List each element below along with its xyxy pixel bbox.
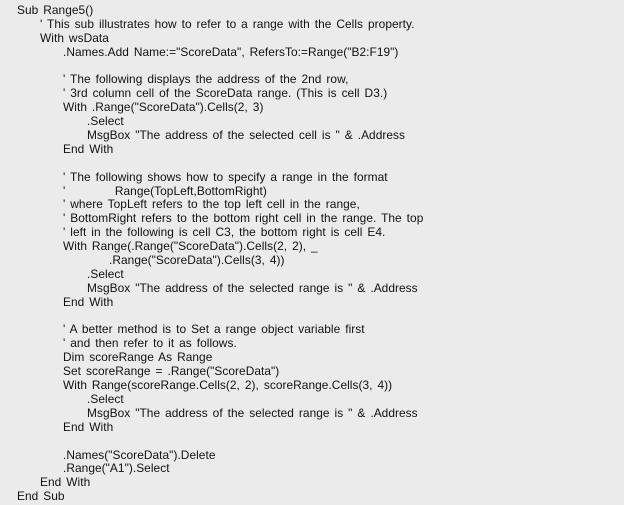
code-line: .Names.Add Name:="ScoreData", RefersTo:=Range("B2:F19") bbox=[63, 44, 399, 59]
code-comment-line: ' Range(TopLeft,BottomRight) bbox=[63, 183, 267, 198]
code-comment-line: ' The following displays the address of the 2nd row, bbox=[63, 72, 349, 87]
code-line: End With bbox=[63, 141, 114, 156]
code-comment-line: ' and then refer to it as follows. bbox=[63, 336, 237, 351]
code-comment-line: ' 3rd column cell of the ScoreData range. (This is cell D3.) bbox=[63, 86, 388, 101]
code-line: .Select bbox=[87, 266, 124, 281]
code-blank-line bbox=[0, 435, 624, 449]
code-line: With .Range("ScoreData").Cells(2, 3) bbox=[63, 100, 264, 115]
code-line: Dim scoreRange As Range bbox=[63, 350, 213, 365]
code-line: Set scoreRange = .Range("ScoreData") bbox=[63, 364, 280, 379]
code-line: .Select bbox=[87, 391, 124, 406]
code-line: With Range(scoreRange.Cells(2, 2), scoreRange.Cells(3, 4)) bbox=[63, 378, 393, 393]
code-comment-line: ' left in the following is cell C3, the bottom right is cell E4. bbox=[63, 225, 386, 240]
code-blank-line bbox=[0, 60, 624, 74]
code-line: .Names("ScoreData").Delete bbox=[63, 447, 216, 462]
code-comment-line: ' A better method is to Set a range object variable first bbox=[63, 322, 365, 337]
code-line: End Sub bbox=[17, 489, 65, 504]
code-line: MsgBox "The address of the selected range is " & .Address bbox=[87, 280, 418, 295]
code-line: MsgBox "The address of the selected range is " & .Address bbox=[87, 405, 418, 420]
code-line: .Range("A1").Select bbox=[63, 461, 170, 476]
code-line: With wsData bbox=[40, 30, 109, 45]
code-line: Sub Range5() bbox=[17, 3, 94, 17]
code-line: End With bbox=[63, 419, 114, 434]
code-comment-line: ' The following shows how to specify a range in the format bbox=[63, 169, 388, 184]
code-line: .Select bbox=[87, 114, 124, 129]
code-line: .Range("ScoreData").Cells(3, 4)) bbox=[109, 253, 285, 268]
code-blank-line bbox=[0, 157, 624, 171]
code-line: End With bbox=[40, 475, 91, 490]
code-line: With Range(.Range("ScoreData").Cells(2, 2), _ bbox=[63, 239, 318, 254]
code-line: MsgBox "The address of the selected cell is " & .Address bbox=[87, 128, 406, 143]
code-blank-line bbox=[0, 310, 624, 324]
code-line: End With bbox=[63, 294, 114, 309]
code-comment-line: ' where TopLeft refers to the top left cell in the range, bbox=[63, 197, 360, 212]
code-comment-line: ' This sub illustrates how to refer to a range with the Cells property. bbox=[40, 16, 415, 31]
code-comment-line: ' BottomRight refers to the bottom right cell in the range. The top bbox=[63, 211, 424, 226]
